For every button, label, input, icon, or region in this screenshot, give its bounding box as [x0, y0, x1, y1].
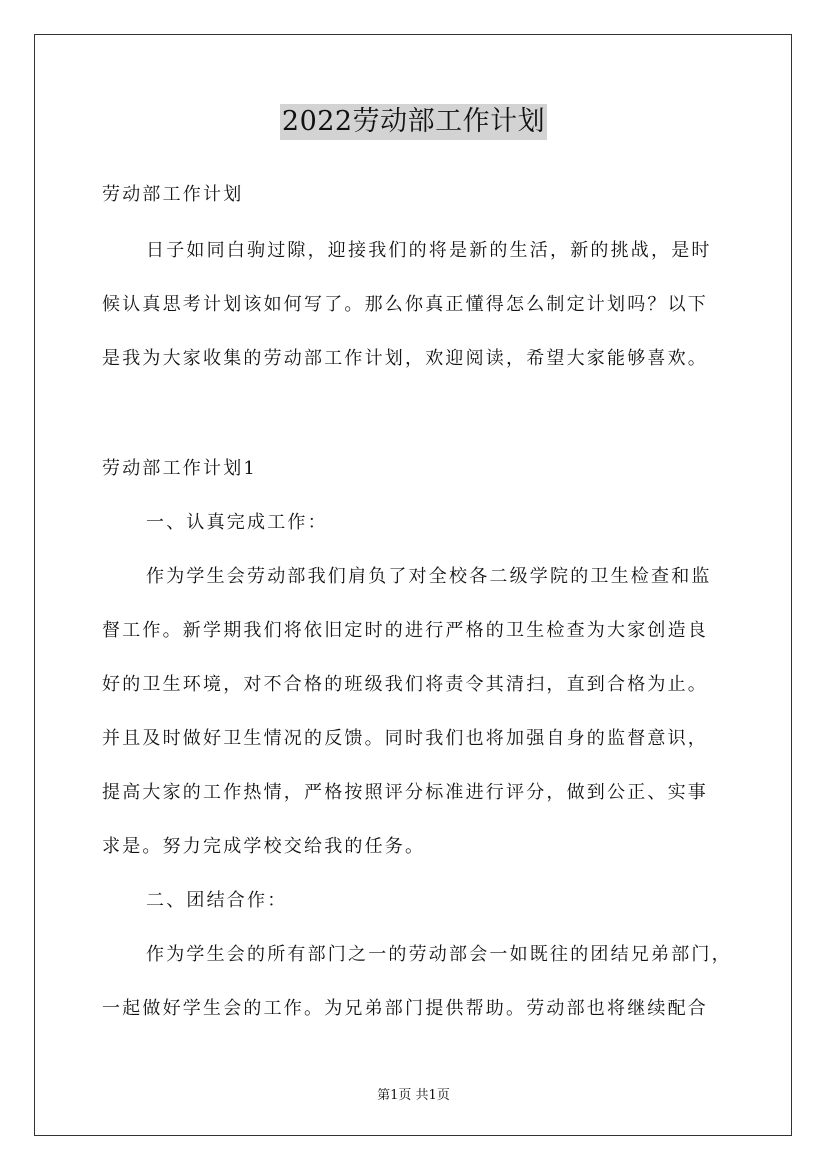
section-heading: 劳动部工作计划 [102, 184, 244, 205]
section-heading: 劳动部工作计划1 [102, 458, 258, 479]
paragraph-line: 并且及时做好卫生情况的反馈。同时我们也将加强自身的监督意识， [102, 728, 708, 749]
paragraph-line: 日子如同白驹过隙，迎接我们的将是新的生活，新的挑战，是时 [146, 240, 712, 261]
subsection-heading: 一、认真完成工作： [146, 512, 328, 533]
document-title: 2022劳动部工作计划 [280, 104, 547, 140]
paragraph-line: 候认真思考计划该如何写了。那么你真正懂得怎么制定计划吗？以下 [102, 294, 708, 315]
subsection-heading: 二、团结合作： [146, 890, 288, 911]
page-footer [0, 1084, 827, 1103]
paragraph-line: 一起做好学生会的工作。为兄弟部门提供帮助。劳动部也将继续配合 [102, 998, 708, 1019]
paragraph-line: 作为学生会劳动部我们肩负了对全校各二级学院的卫生检查和监 [146, 566, 712, 587]
page-number: 第1页 共1页 [377, 1088, 450, 1103]
paragraph-line: 作为学生会的所有部门之一的劳动部会一如既往的团结兄弟部门， [146, 944, 732, 965]
paragraph-line: 提高大家的工作热情，严格按照评分标准进行评分，做到公正、实事 [102, 782, 708, 803]
paragraph-line: 督工作。新学期我们将依旧定时的进行严格的卫生检查为大家创造良 [102, 620, 708, 641]
paragraph-line: 好的卫生环境，对不合格的班级我们将责令其清扫，直到合格为止。 [102, 674, 708, 695]
title-wrap [0, 104, 827, 140]
paragraph-line: 求是。努力完成学校交给我的任务。 [102, 836, 426, 857]
paragraph-line: 是我为大家收集的劳动部工作计划，欢迎阅读，希望大家能够喜欢。 [102, 348, 708, 369]
